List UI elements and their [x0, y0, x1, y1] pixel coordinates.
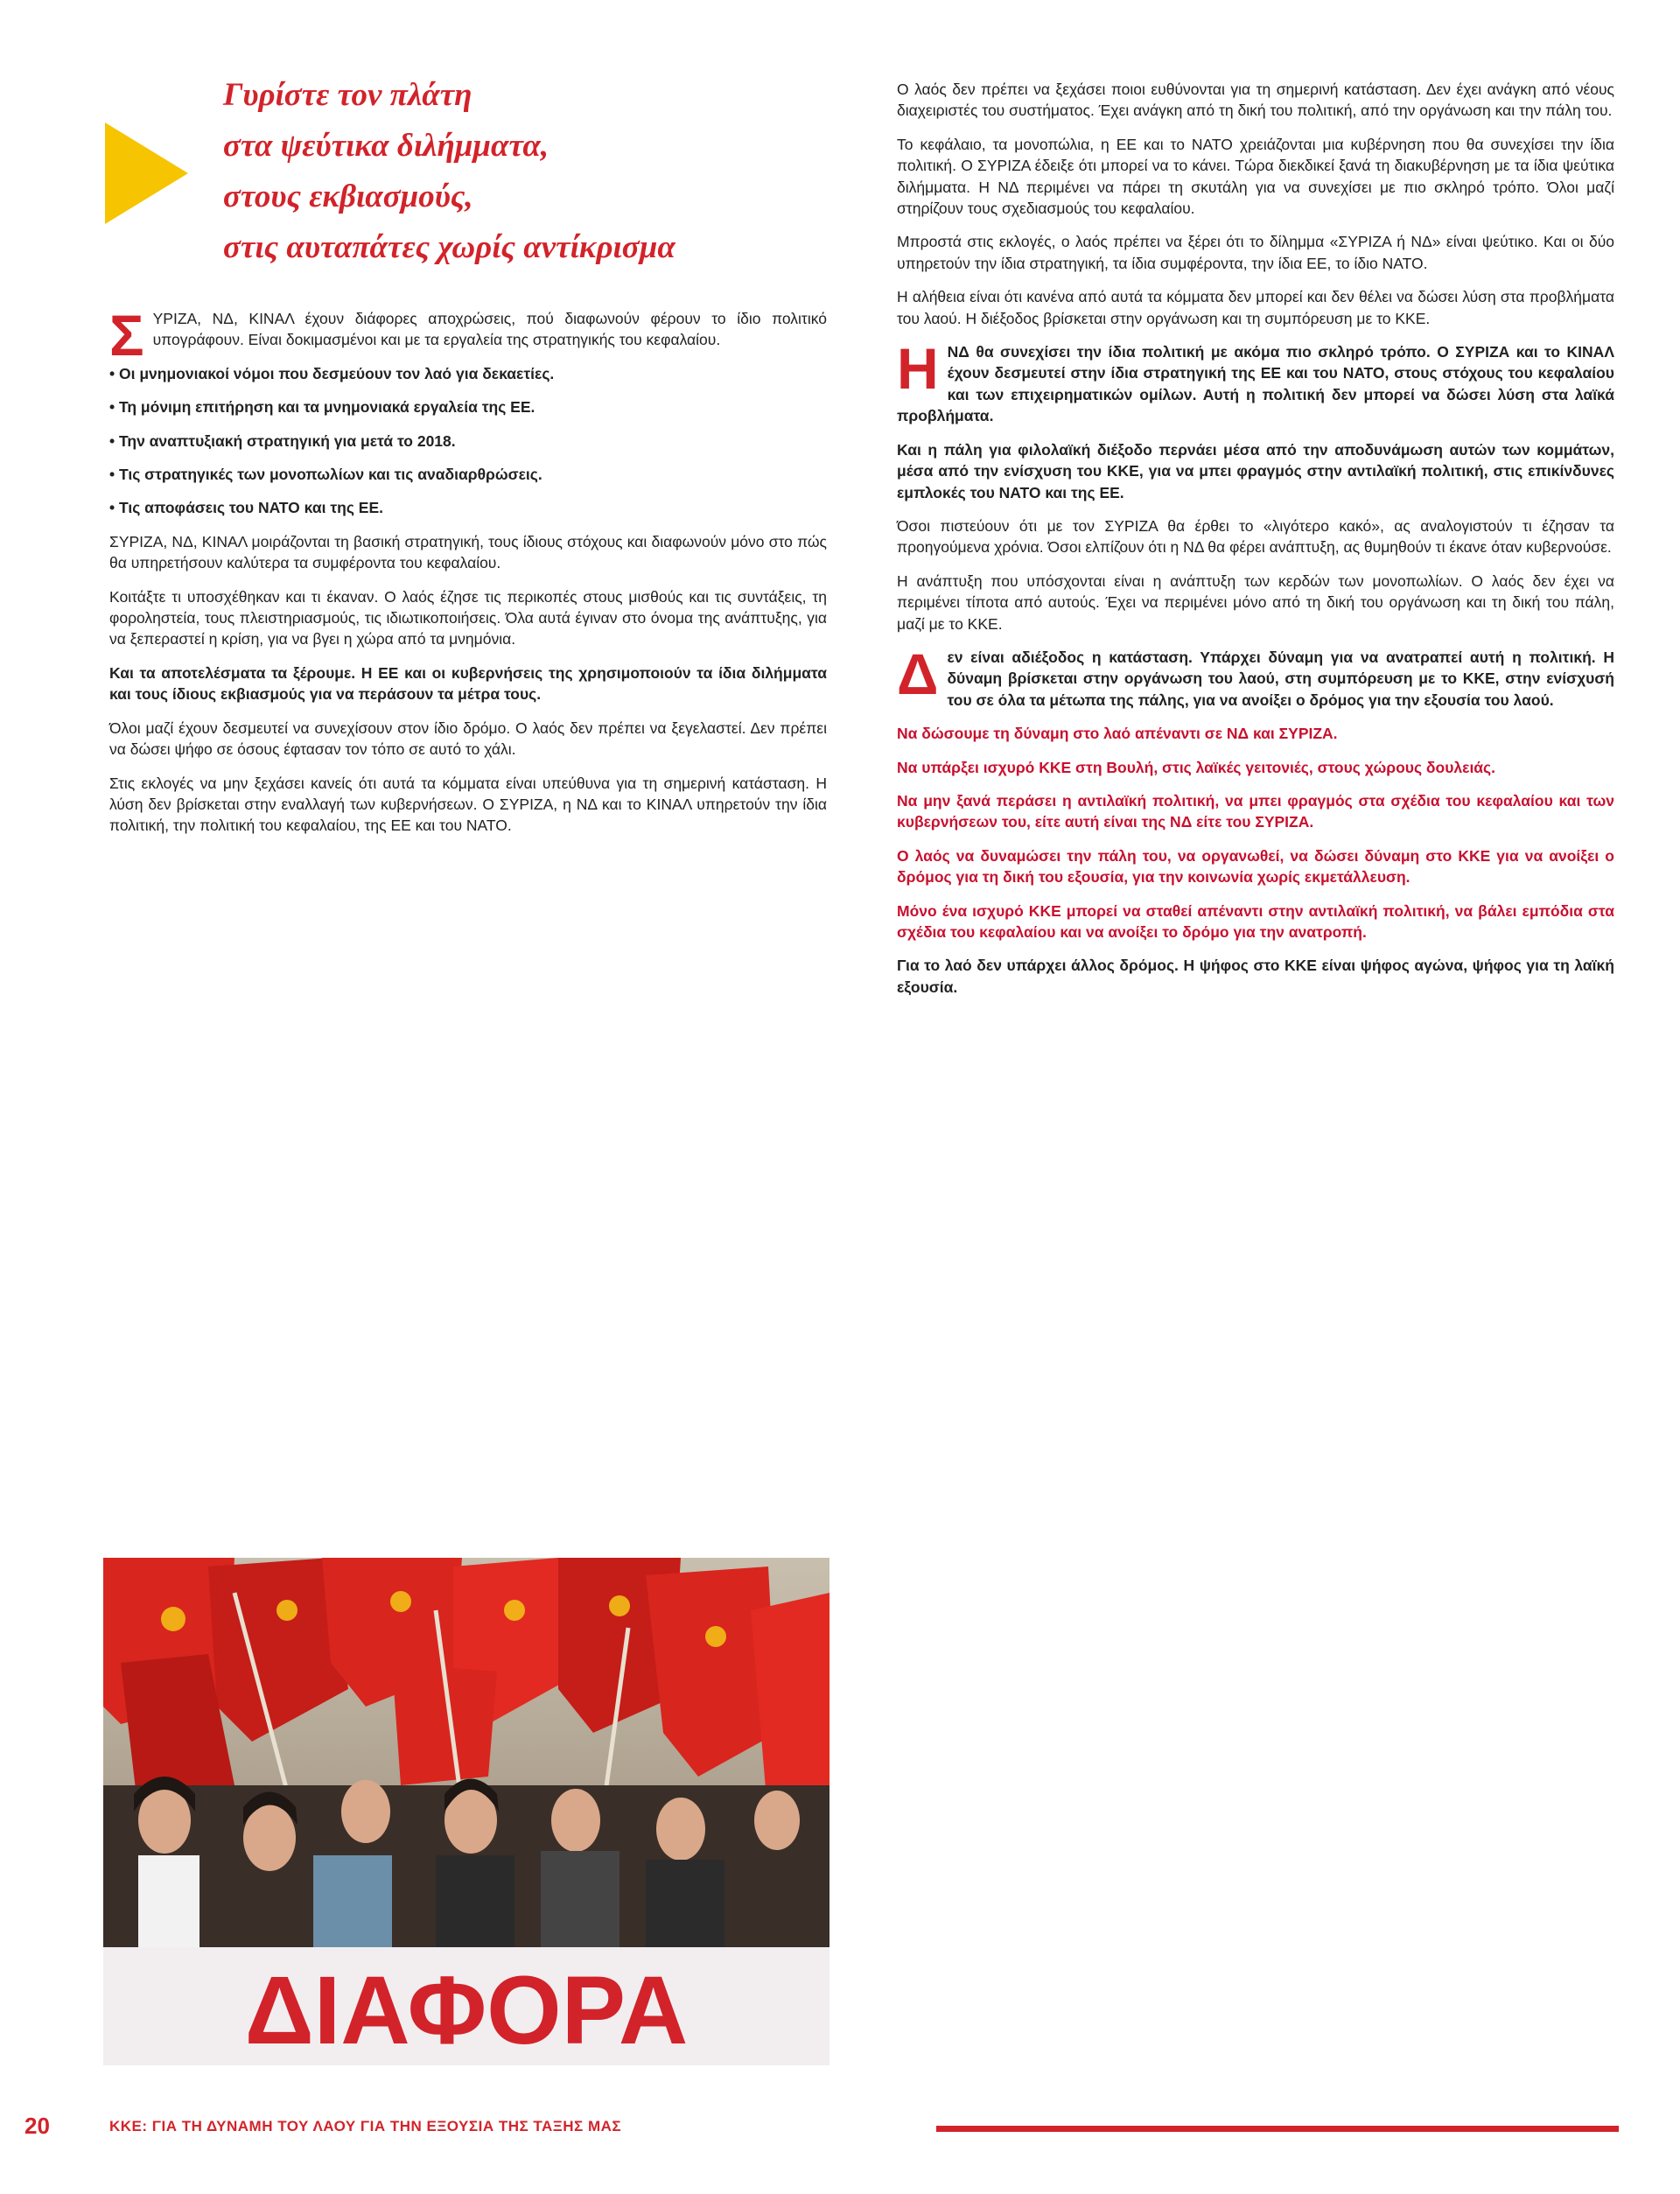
dropcap: Η [897, 336, 939, 402]
headline [223, 70, 836, 273]
red-paragraph: Να υπάρξει ισχυρό ΚΚΕ στη Βουλή, στις λαϊκές γειτονιές, στους χώρους δουλειάς. [897, 758, 1496, 776]
bullet-item: • Τις στρατηγικές των μονοπωλίων και τις αναδιαρθρώσεις. [109, 466, 542, 484]
red-paragraph: Να μην ξανά περάσει η αντιλαϊκή πολιτική, να μπει φραγμός στα σχέδια του κεφαλαίου και των κυβερνήσεων του, είτε αυτή είναι της ΝΔ είτε του ΣΥΡΙΖΑ. [897, 791, 1614, 831]
right-column [897, 79, 1614, 1010]
bullet-item: • Τις αποφάσεις του ΝΑΤΟ και της ΕΕ. [109, 499, 383, 517]
protest-illustration [103, 1558, 830, 2065]
body-paragraph: Κοιτάξτε τι υποσχέθηκαν και τι έκαναν. Ο λαός έζησε τις περικοπές στους μισθούς και τις συντάξεις, τη φοροληστεία, τους πλειστηριασμούς, τις ιδιωτικοποιήσεις. Όλα αυτά έγιναν στο όνομα της ανάπτυξης, για να ξεπεραστεί η κρίση, για να βγει η χώρα από τα μνημόνια. [109, 587, 827, 648]
body-paragraph: Όσοι πιστεύουν ότι με τον ΣΥΡΙΖΑ θα έρθει το «λιγότερο κακό», ας αναλογιστούν τι έζησαν τα προηγούμενα χρόνια. Όσοι ελπίζουν ότι η ΝΔ θα φέρει ανάπτυξη, ας θυμηθούν τι έκανε όταν κυβερνούσε. [897, 516, 1614, 557]
page-number: 20 [24, 2113, 50, 2139]
body-paragraph: ΣΥΡΙΖΑ, ΝΔ, ΚΙΝΑΛ μοιράζονται τη βασική στρατηγική, τους ίδιους στόχους και διαφωνούν μόνο στο πώς θα υπηρετήσουν καλύτερα τα συμφέροντα του κεφαλαίου. [109, 532, 827, 572]
banner [103, 1947, 830, 2065]
headline-line: στα ψεύτικα διλήμματα, [223, 128, 550, 164]
body-paragraph: Μπροστά στις εκλογές, ο λαός πρέπει να ξέρει ότι το δίλημμα «ΣΥΡΙΖΑ ή ΝΔ» είναι ψεύτικο. Και οι δύο υπηρετούν την ίδια στρατηγική, τα ίδια συμφέροντα, την ίδια ΕΕ, το ίδιο ΝΑΤΟ. [897, 233, 1614, 272]
body-paragraph: Και τα αποτελέσματα τα ξέρουμε. Η ΕΕ και οι κυβερνήσεις της χρησιμοποιούν τα ίδια διλήμματα και τους ίδιους εκβιασμούς για να περάσουν τα μέτρα τους. [109, 663, 827, 704]
section-intro [897, 641, 1614, 711]
section-intro-text: εν είναι αδιέξοδος η κατάσταση. Υπάρχει δύναμη για να ανατραπεί αυτή η πολιτική. Η δύναμη βρίσκεται στην οργάνωση του λαού, στη συμπόρευση με το ΚΚΕ, στην ενίσχυσή του σε όλα τα μέτωπα της πάλης, για να ανοίξει ο δρόμος για την εξουσία του λαού. [947, 648, 1614, 709]
body-paragraph: Ο λαός δεν πρέπει να ξεχάσει ποιοι ευθύνονται για τη σημερινή κατάσταση. Δεν έχει ανάγκη από νέους διαχειριστές του συστήματος. Έχει ανάγκη από τη δική του πολιτική, από την οργάνωση και την πάλη του. [897, 81, 1614, 120]
intro-text: ΥΡΙΖΑ, ΝΔ, ΚΙΝΑΛ έχουν διάφορες αποχρώσεις, πού διαφωνούν φέρουν το ίδιο πολιτικό υπογράφουν. Είναι δοκιμασμένοι και με τα εργαλεία της στρατηγικής του κεφαλαίου. [152, 310, 827, 349]
section-intro-text: ΝΔ θα συνεχίσει την ίδια πολιτική με ακόμα πιο σκληρό τρόπο. Ο ΣΥΡΙΖΑ και το ΚΙΝΑΛ έχουν δεσμευτεί στην ίδια στρατηγική της ΕΕ και του ΝΑΤΟ, στους στόχους του κεφαλαίου και των επιχειρηματικών ομίλων. Αυτή η πολιτική δεν μπορεί να δώσει λύση στα λαϊκά προβλήματα. [897, 343, 1614, 425]
footer-rule [936, 2126, 1619, 2132]
bullet-item: • Την αναπτυξιακή στρατηγική για μετά το 2018. [109, 431, 456, 450]
yellow-arrow-icon [105, 123, 188, 224]
red-paragraph: Μόνο ένα ισχυρό ΚΚΕ μπορεί να σταθεί απέναντι στην αντιλαϊκή πολιτική, να βάλει εμπόδια στα σχέδια του κεφαλαίου και να ανοίξει το δρόμο για την ανατροπή. [897, 901, 1614, 941]
dropcap: Σ [109, 303, 144, 368]
footer [0, 2100, 1680, 2153]
section-intro [897, 336, 1614, 427]
body-paragraph: Το κεφάλαιο, τα μονοπώλια, η ΕΕ και το ΝΑΤΟ χρειάζονται μια κυβέρνηση που θα συνεχίσει την ίδια πολιτική. Ο ΣΥΡΙΖΑ έδειξε ότι μπορεί να το κάνει. Τώρα διεκδικεί ξανά τη διακυβέρνηση με τα ίδια ψεύτικα διλήμματα. Η ΝΔ περιμένει να πάρει τη σκυτάλη για να συνεχίσει με πιο σκληρό τρόπο. Όλοι μαζί στηρίζουν τους σχεδιασμούς του κεφαλαίου. [897, 135, 1614, 218]
headline-line: Γυρίστε τον πλάτη [223, 77, 472, 113]
dropcap: Δ [897, 641, 939, 706]
body-paragraph: Στις εκλογές να μην ξεχάσει κανείς ότι αυτά τα κόμματα είναι υπεύθυνα για τη σημερινή κατάσταση. Η λύση δεν βρίσκεται στην εναλλαγή των κυβερνήσεων. Ο ΣΥΡΙΖΑ, η ΝΔ και το ΚΙΝΑΛ υπηρετούν την ίδια πολιτική, την πολιτική του κεφαλαίου, της ΕΕ και του ΝΑΤΟ. [109, 774, 827, 835]
body-paragraph: Και η πάλη για φιλολαϊκή διέξοδο περνάει μέσα από την αποδυνάμωση αυτών των κομμάτων, μέσα από την ενίσχυση του ΚΚΕ, για να μπει φραγμός στην αντιλαϊκή πολιτική, στις επικίνδυνες εμπλοκές του ΝΑΤΟ και της ΕΕ. [897, 440, 1614, 501]
footer-text: ΚΚΕ: ΓΙΑ ΤΗ ΔΥΝΑΜΗ ΤΟΥ ΛΑΟΥ ΓΙΑ ΤΗΝ ΕΞΟΥΣΙΑ ΤΗΣ ΤΑΞΗΣ ΜΑΣ [109, 2118, 622, 2134]
headline-line: στους εκβιασμούς, [223, 179, 473, 214]
bullet-item: • Οι μνημονιακοί νόμοι που δεσμεύουν τον λαό για δεκαετίες. [109, 364, 555, 382]
intro-paragraph [109, 303, 827, 368]
banner-text: ΔΙΑΦΟΡΑ [244, 1957, 689, 2064]
body-paragraph: Η ανάπτυξη που υπόσχονται είναι η ανάπτυξη των κερδών των μονοπωλίων. Ο λαός δεν έχει να περιμένει τίποτα από αυτούς. Έχει να περιμένει μόνο από τη δική του οργάνωση και τη δική του πάλη, μαζί με το ΚΚΕ. [897, 571, 1614, 633]
red-paragraph: Να δώσουμε τη δύναμη στο λαό απέναντι σε ΝΔ και ΣΥΡΙΖΑ. [897, 725, 1338, 743]
bullet-item: • Τη μόνιμη επιτήρηση και τα μνημονιακά εργαλεία της ΕΕ. [109, 398, 536, 417]
left-column [109, 303, 827, 849]
body-paragraph: Όλοι μαζί έχουν δεσμευτεί να συνεχίσουν στον ίδιο δρόμο. Ο λαός δεν πρέπει να ξεγελαστεί. Δεν πρέπει να δώσει ψήφο σε όσους έφτασαν τον τόπο σε αυτό το χάλι. [109, 718, 827, 759]
crowd [103, 1777, 830, 1965]
protest-photo [103, 1558, 830, 2065]
closing-paragraph: Για το λαό δεν υπάρχει άλλος δρόμος. Η ψήφος στο ΚΚΕ είναι ψήφος αγώνα, ψήφος για τη λαϊκή εξουσία. [897, 957, 1614, 996]
headline-line: στις αυταπάτες χωρίς αντίκρισμα [223, 229, 676, 265]
red-paragraph: Ο λαός να δυναμώσει την πάλη του, να οργανωθεί, να δώσει δύναμη στο ΚΚΕ για να ανοίξει ο δρόμος για τη δική του εξουσία, για την κοινωνία χωρίς εκμετάλλευση. [897, 846, 1614, 887]
body-paragraph: Η αλήθεια είναι ότι κανένα από αυτά τα κόμματα δεν μπορεί και δεν θέλει να δώσει λύση στα προβλήματα του λαού. Η διέξοδος βρίσκεται στην οργάνωση και τη συμπόρευση με το ΚΚΕ. [897, 288, 1614, 327]
